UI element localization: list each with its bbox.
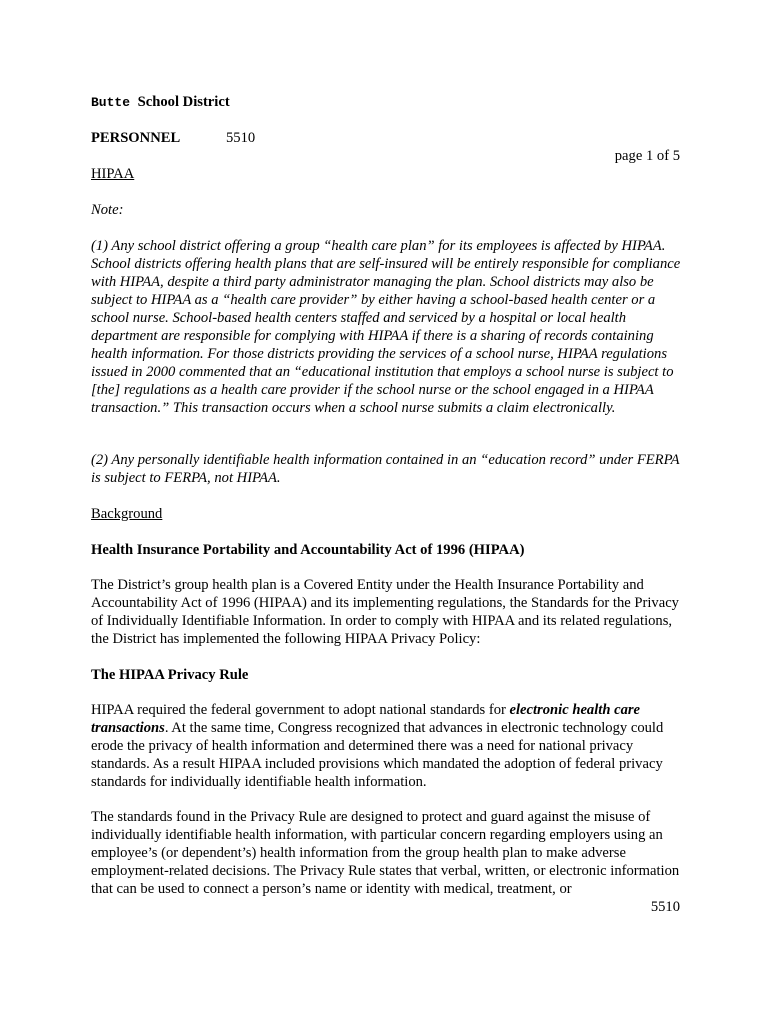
privacy-rule-heading: The HIPAA Privacy Rule [91,667,249,683]
district-suffix: School District [137,94,230,110]
act-heading: Health Insurance Portability and Accountability Act of 1996 (HIPAA) [91,542,525,558]
background-paragraph: The District’s group health plan is a Covered Entity under the Health Insurance Portability and Accountability Act of 1996 (HIPAA) and its implementing regulations, the Standards for the Privacy of Individually Identifiable Information. In order to comply with HIPAA and its related regulations, the District has implemented the following HIPAA Privacy Policy: [91,577,679,647]
privacy-rule-paragraph-2: The standards found in the Privacy Rule are designed to protect and guard against the misuse of individually identifiable health information, with particular concern regarding employers using an employee’s (or dependent’s) health information from the group health plan to make adverse employment-related decisions. The Privacy Rule states that verbal, written, or electronic information that can be used to connect a person’s name or identity with medical, treatment, or [91,809,680,897]
district-title [91,93,230,112]
emphasis-electronic-health-care-transactions: electronic health care transactions [91,702,641,736]
note-label: Note: [91,202,124,218]
section-label: PERSONNEL [91,130,181,146]
note-paragraph-2: (2) Any personally identifiable health information contained in an “education record” under FERPA is subject to FERPA, not HIPAA. [91,452,680,486]
privacy-rule-paragraph-1-start: HIPAA required the federal government to adopt national standards for [91,702,510,718]
footer-policy-number: 5510 [650,899,680,915]
background-heading: Background [91,506,163,522]
policy-number: 5510 [226,130,256,146]
topic-heading: HIPAA [91,166,135,182]
note-paragraph-1: (1) Any school district offering a group “health care plan” for its employees is affected by HIPAA. School districts offering health plans that are self-insured will be entirely responsible for compliance with HIPAA, despite a third party administrator managing the plan. School districts may also be subject to HIPAA as a “health care provider” by either having a school-based health center or a school nurse. School-based health centers staffed and serviced by a hospital or local health department are responsible for complying with HIPAA if there is a sharing of records containing health information. For those districts providing the services of a school nurse, HIPAA regulations issued in 2000 commented that an “educational institution that employs a school nurse is subject to [the] regulations as a health care provider if the school nurse or the school engaged in a HIPAA transaction.” This transaction occurs when a school nurse submits a claim electronically. [91,238,681,416]
privacy-rule-paragraph-1-end: . At the same time, Congress recognized that advances in electronic technology could erode the privacy of health information and determined there was a need for national privacy standards. As a result HIPAA included provisions which mandated the adoption of federal privacy standards for individually identifiable health information. [91,720,664,790]
page-indicator: page 1 of 5 [614,148,680,164]
district-prefix: Butte [91,95,131,110]
privacy-rule-paragraph-1 [91,701,691,791]
